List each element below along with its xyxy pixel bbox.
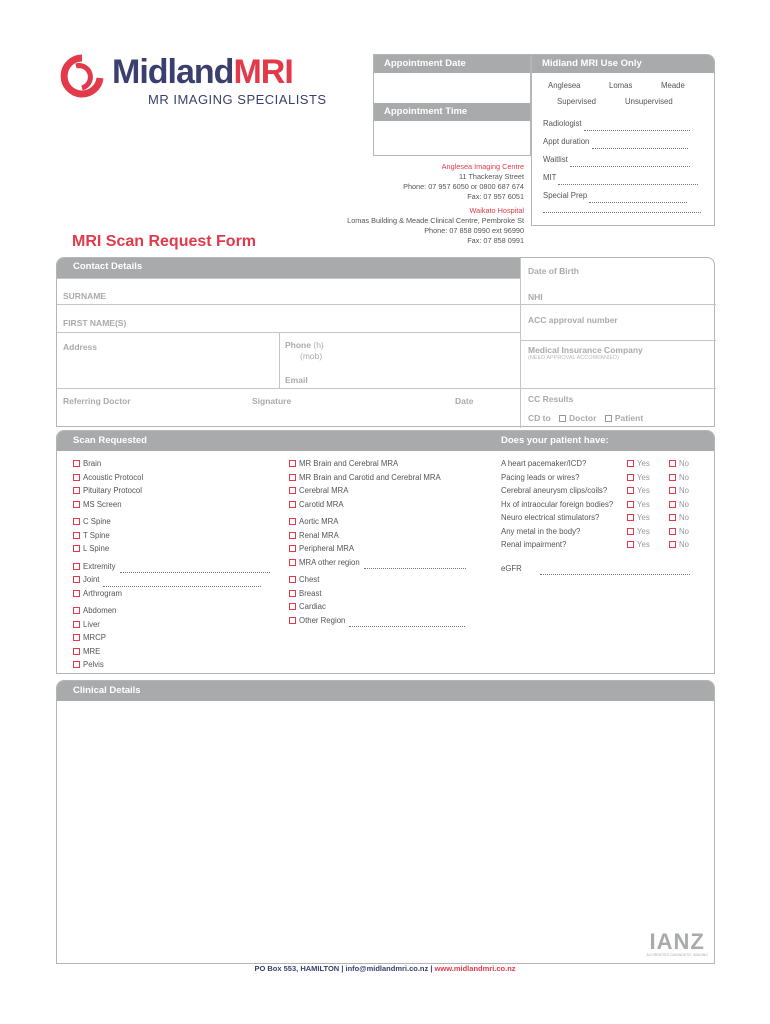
anglesea-phone: Phone: 07 957 6050 or 0800 687 674 bbox=[403, 182, 524, 191]
scan-option-label: MR Brain and Carotid and Cerebral MRA bbox=[299, 472, 441, 482]
referring-doctor-label: Referring Doctor bbox=[63, 396, 131, 406]
waikato-phone: Phone: 07 858 0990 ext 96990 bbox=[424, 226, 524, 235]
scan-checkbox[interactable] bbox=[73, 460, 80, 467]
cd-patient-label: Patient bbox=[614, 413, 644, 423]
patient-yes-option[interactable] bbox=[627, 525, 650, 539]
no-checkbox[interactable] bbox=[669, 474, 676, 481]
appointment-date-label: Appointment Date bbox=[374, 55, 530, 73]
patient-yes-option[interactable] bbox=[627, 484, 650, 498]
scan-option-label: Pituitary Protocol bbox=[83, 486, 142, 495]
scan-requested-section bbox=[56, 430, 715, 674]
no-checkbox[interactable] bbox=[669, 487, 676, 494]
appointment-time-label: Appointment Time bbox=[374, 103, 530, 121]
egfr-field[interactable] bbox=[540, 567, 690, 575]
scan-option[interactable] bbox=[73, 573, 270, 587]
scan-option[interactable] bbox=[73, 658, 270, 672]
patient-question-label: Cerebral aneurysm clips/coils? bbox=[501, 486, 608, 495]
scan-option-label: MRA other region bbox=[299, 557, 360, 567]
scan-option-label: Abdomen bbox=[83, 606, 117, 615]
first-names-label: FIRST NAME(S) bbox=[63, 318, 127, 328]
patient-no-option[interactable] bbox=[669, 538, 689, 552]
scan-checkbox[interactable] bbox=[73, 545, 80, 552]
patient-yes-option[interactable] bbox=[627, 457, 650, 471]
footer bbox=[0, 964, 770, 973]
special-prep-label: Special Prep bbox=[543, 191, 588, 200]
insurance-sub-label: (NEED APPROVAL ACCOMPANIED) bbox=[528, 355, 619, 361]
egfr-label: eGFR bbox=[501, 563, 522, 573]
scan-checkbox[interactable] bbox=[73, 634, 80, 641]
scan-checkbox[interactable] bbox=[73, 576, 80, 583]
patient-yes-option[interactable] bbox=[627, 498, 650, 512]
scan-checkbox[interactable] bbox=[73, 563, 80, 570]
scan-checkbox[interactable] bbox=[289, 617, 296, 624]
no-label: No bbox=[679, 459, 689, 468]
scan-option[interactable] bbox=[73, 529, 270, 543]
footer-email[interactable]: info@midlandmri.co.nz bbox=[345, 964, 429, 973]
scan-checkbox[interactable] bbox=[73, 648, 80, 655]
location-anglesea[interactable]: Anglesea bbox=[548, 81, 581, 90]
scan-checkbox[interactable] bbox=[289, 460, 296, 467]
footer-sep-1: | bbox=[341, 964, 344, 973]
patient-no-option[interactable] bbox=[669, 511, 689, 525]
scan-option[interactable] bbox=[289, 471, 466, 485]
cd-doctor-checkbox[interactable] bbox=[559, 415, 566, 422]
scan-checkbox[interactable] bbox=[73, 518, 80, 525]
scan-checkbox[interactable] bbox=[73, 532, 80, 539]
scan-checkbox[interactable] bbox=[289, 487, 296, 494]
scan-option[interactable] bbox=[73, 515, 270, 529]
patient-question-row bbox=[501, 511, 701, 525]
use-only-box bbox=[531, 54, 715, 226]
scan-option[interactable] bbox=[289, 542, 466, 556]
clinical-details-field[interactable] bbox=[57, 701, 714, 963]
waikato-title: Waikato Hospital bbox=[469, 206, 524, 215]
phone-label: Phone bbox=[285, 340, 311, 350]
patient-have-header: Does your patient have: bbox=[501, 435, 609, 446]
waikato-building: Lomas Building & Meade Clinical Centre, Pembroke St bbox=[347, 216, 524, 225]
scan-checkbox[interactable] bbox=[289, 518, 296, 525]
no-label: No bbox=[679, 526, 689, 536]
scan-checkbox[interactable] bbox=[73, 501, 80, 508]
scan-option[interactable] bbox=[73, 471, 270, 485]
yes-checkbox[interactable] bbox=[627, 541, 634, 548]
scan-option-label: T Spine bbox=[83, 530, 110, 540]
anglesea-title: Anglesea Imaging Centre bbox=[441, 162, 524, 171]
logo-tagline: MR IMAGING SPECIALISTS bbox=[148, 92, 327, 107]
location-lomas[interactable]: Lomas bbox=[609, 81, 633, 90]
logo bbox=[52, 52, 342, 112]
scan-option[interactable] bbox=[289, 587, 466, 601]
insurance-label: Medical Insurance Company bbox=[528, 345, 643, 355]
mit-label: MIT bbox=[543, 173, 557, 182]
patient-question-row bbox=[501, 538, 701, 552]
scan-group bbox=[289, 515, 466, 569]
scan-column-1 bbox=[73, 457, 270, 676]
scan-option[interactable] bbox=[289, 600, 466, 614]
cd-doctor-label: Doctor bbox=[569, 413, 597, 423]
scan-option-field[interactable] bbox=[120, 565, 270, 573]
patient-question-label: Hx of intraocular foreign bodies? bbox=[501, 499, 614, 509]
patient-question-row bbox=[501, 484, 701, 498]
scan-group bbox=[73, 560, 270, 601]
scan-requested-header: Scan Requested bbox=[73, 435, 147, 446]
waitlist-field[interactable] bbox=[570, 159, 690, 167]
scan-option-label: Arthrogram bbox=[83, 588, 122, 598]
patient-question-row bbox=[501, 498, 701, 512]
patient-question-row bbox=[501, 457, 701, 471]
radiologist-field[interactable] bbox=[584, 123, 690, 131]
scan-option-label: Other Region bbox=[299, 615, 346, 625]
scan-option[interactable] bbox=[289, 498, 466, 512]
scan-option-label: Liver bbox=[83, 619, 100, 629]
dob-label: Date of Birth bbox=[528, 266, 579, 276]
patient-no-option[interactable] bbox=[669, 457, 689, 471]
patient-question-label: Renal impairment? bbox=[501, 540, 567, 549]
no-checkbox[interactable] bbox=[669, 528, 676, 535]
scan-option-label: Pelvis bbox=[83, 660, 104, 669]
date-label: Date bbox=[455, 396, 474, 406]
scan-column-2 bbox=[289, 457, 466, 631]
no-checkbox[interactable] bbox=[669, 514, 676, 521]
scan-option-label: Carotid MRA bbox=[299, 499, 344, 509]
patient-question-label: Pacing leads or wires? bbox=[501, 472, 580, 482]
yes-checkbox[interactable] bbox=[627, 460, 634, 467]
ianz-logo bbox=[646, 931, 708, 957]
scan-checkbox[interactable] bbox=[289, 576, 296, 583]
ianz-sub: ACCREDITED DIAGNOSTIC IMAGING bbox=[646, 953, 708, 957]
scan-option[interactable] bbox=[73, 631, 270, 645]
scan-option-label: Cerebral MRA bbox=[299, 486, 349, 495]
email-label: Email bbox=[285, 375, 308, 385]
scan-checkbox[interactable] bbox=[73, 661, 80, 668]
scan-option[interactable] bbox=[289, 529, 466, 543]
scan-option[interactable] bbox=[289, 457, 466, 471]
scan-option[interactable] bbox=[289, 573, 466, 587]
scan-option[interactable] bbox=[73, 457, 270, 471]
waitlist-label: Waitlist bbox=[543, 155, 568, 164]
special-prep-field[interactable] bbox=[589, 195, 687, 203]
scan-checkbox[interactable] bbox=[73, 607, 80, 614]
cd-patient-checkbox[interactable] bbox=[605, 415, 612, 422]
no-label: No bbox=[679, 486, 689, 495]
patient-question-label: Any metal in the body? bbox=[501, 526, 581, 536]
scan-option[interactable] bbox=[73, 560, 270, 574]
scan-checkbox[interactable] bbox=[289, 559, 296, 566]
scan-option-label: Extremity bbox=[83, 561, 116, 571]
scan-option-field[interactable] bbox=[103, 579, 261, 587]
logo-icon bbox=[52, 54, 112, 98]
scan-checkbox[interactable] bbox=[289, 474, 296, 481]
signature-label: Signature bbox=[252, 396, 292, 406]
no-label: No bbox=[679, 499, 689, 509]
yes-checkbox[interactable] bbox=[627, 514, 634, 521]
scan-option-label: MRE bbox=[83, 646, 101, 656]
scan-checkbox[interactable] bbox=[73, 474, 80, 481]
scan-option[interactable] bbox=[289, 614, 466, 628]
special-prep-field-2[interactable] bbox=[543, 205, 701, 213]
scan-option[interactable] bbox=[289, 515, 466, 529]
mit-field[interactable] bbox=[558, 177, 698, 185]
use-only-title: Midland MRI Use Only bbox=[532, 55, 714, 73]
no-checkbox[interactable] bbox=[669, 460, 676, 467]
clinical-details-header: Clinical Details bbox=[57, 681, 714, 701]
no-label: No bbox=[679, 540, 689, 549]
scan-option-field[interactable] bbox=[364, 561, 466, 569]
yes-checkbox[interactable] bbox=[627, 501, 634, 508]
supervised-option[interactable]: Supervised bbox=[557, 97, 597, 106]
address-block bbox=[300, 162, 524, 246]
cc-results-label: CC Results bbox=[528, 394, 574, 404]
scan-checkbox[interactable] bbox=[289, 603, 296, 610]
scan-option-label: MS Screen bbox=[83, 499, 122, 509]
waikato-fax: Fax: 07 858 0991 bbox=[467, 236, 524, 245]
yes-label: Yes bbox=[637, 459, 650, 468]
scan-group bbox=[73, 457, 270, 511]
scan-option[interactable] bbox=[73, 484, 270, 498]
scan-group bbox=[73, 515, 270, 556]
scan-option-label: Acoustic Protocol bbox=[83, 472, 144, 482]
scan-group bbox=[289, 573, 466, 627]
patient-no-option[interactable] bbox=[669, 525, 689, 539]
appt-duration-field[interactable] bbox=[592, 141, 688, 149]
yes-checkbox[interactable] bbox=[627, 528, 634, 535]
scan-option[interactable] bbox=[289, 484, 466, 498]
location-meade[interactable]: Meade bbox=[661, 81, 685, 90]
patient-question-label: Neuro electrical stimulators? bbox=[501, 513, 600, 522]
appointment-date-field[interactable] bbox=[374, 73, 530, 103]
anglesea-fax: Fax: 07 957 6051 bbox=[467, 192, 524, 201]
logo-name-a: Midland bbox=[112, 53, 234, 91]
scan-group bbox=[73, 604, 270, 672]
scan-option-label: Joint bbox=[83, 575, 100, 584]
scan-option-field[interactable] bbox=[349, 619, 465, 627]
scan-option[interactable] bbox=[73, 498, 270, 512]
scan-checkbox[interactable] bbox=[73, 621, 80, 628]
form-title: MRI Scan Request Form bbox=[72, 233, 257, 250]
yes-label: Yes bbox=[637, 540, 650, 549]
no-label: No bbox=[679, 472, 689, 482]
no-checkbox[interactable] bbox=[669, 541, 676, 548]
yes-label: Yes bbox=[637, 472, 650, 482]
scan-option-label: Brain bbox=[83, 459, 102, 468]
patient-question-row bbox=[501, 525, 701, 539]
scan-option-label: MR Brain and Cerebral MRA bbox=[299, 459, 399, 468]
contact-details-header: Contact Details bbox=[57, 258, 520, 278]
footer-web[interactable]: www.midlandmri.co.nz bbox=[434, 964, 516, 973]
nhi-label: NHI bbox=[528, 292, 543, 302]
scan-checkbox[interactable] bbox=[73, 487, 80, 494]
yes-checkbox[interactable] bbox=[627, 487, 634, 494]
patient-no-option[interactable] bbox=[669, 484, 689, 498]
scan-option-label: Cardiac bbox=[299, 602, 326, 611]
appt-duration-label: Appt duration bbox=[543, 137, 590, 146]
scan-checkbox[interactable] bbox=[73, 590, 80, 597]
scan-option-label: C Spine bbox=[83, 517, 111, 526]
scan-checkbox[interactable] bbox=[289, 545, 296, 552]
scan-option[interactable] bbox=[73, 604, 270, 618]
egfr-row bbox=[501, 562, 701, 576]
phone-mob-label: (mob) bbox=[300, 351, 323, 361]
unsupervised-option[interactable]: Unsupervised bbox=[625, 97, 673, 106]
patient-questions bbox=[501, 457, 701, 575]
patient-yes-option[interactable] bbox=[627, 511, 650, 525]
scan-option-label: Aortic MRA bbox=[299, 517, 339, 526]
patient-yes-option[interactable] bbox=[627, 538, 650, 552]
patient-no-option[interactable] bbox=[669, 471, 689, 485]
patient-question-row bbox=[501, 471, 701, 485]
no-checkbox[interactable] bbox=[669, 501, 676, 508]
appointment-time-field[interactable] bbox=[374, 121, 530, 155]
scan-option[interactable] bbox=[73, 542, 270, 556]
cd-to-label: CD to bbox=[528, 413, 551, 423]
scan-option-label: L Spine bbox=[83, 544, 110, 553]
scan-option[interactable] bbox=[73, 618, 270, 632]
no-label: No bbox=[679, 513, 689, 522]
acc-label: ACC approval number bbox=[528, 315, 618, 325]
yes-label: Yes bbox=[637, 526, 650, 536]
scan-checkbox[interactable] bbox=[289, 532, 296, 539]
scan-option[interactable] bbox=[73, 587, 270, 601]
phone-h-label: (h) bbox=[313, 340, 324, 350]
footer-po: PO Box 553, HAMILTON bbox=[254, 964, 340, 973]
footer-sep-2: | bbox=[430, 964, 433, 973]
logo-name-b: MRI bbox=[233, 53, 293, 91]
scan-option-label: Chest bbox=[299, 575, 320, 584]
scan-option-label: Peripheral MRA bbox=[299, 544, 355, 553]
yes-checkbox[interactable] bbox=[627, 474, 634, 481]
scan-option-label: Breast bbox=[299, 588, 322, 598]
clinical-details-section bbox=[56, 680, 715, 964]
appointment-box bbox=[373, 54, 531, 156]
scan-option-label: MRCP bbox=[83, 633, 106, 642]
scan-checkbox[interactable] bbox=[289, 501, 296, 508]
scan-checkbox[interactable] bbox=[289, 590, 296, 597]
address-label: Address bbox=[63, 342, 98, 352]
patient-question-label: A heart pacemaker/ICD? bbox=[501, 459, 587, 468]
anglesea-street: 11 Thackeray Street bbox=[458, 172, 524, 181]
scan-option-label: Renal MRA bbox=[299, 530, 339, 540]
patient-no-option[interactable] bbox=[669, 498, 689, 512]
yes-label: Yes bbox=[637, 499, 650, 509]
contact-details-section bbox=[56, 257, 715, 427]
radiologist-label: Radiologist bbox=[543, 119, 582, 128]
scan-option[interactable] bbox=[73, 645, 270, 659]
yes-label: Yes bbox=[637, 486, 650, 495]
scan-group bbox=[289, 457, 466, 511]
yes-label: Yes bbox=[637, 513, 650, 522]
ianz-mark: IANZ bbox=[649, 929, 705, 954]
scan-option[interactable] bbox=[289, 556, 466, 570]
surname-label: SURNAME bbox=[63, 291, 106, 301]
patient-yes-option[interactable] bbox=[627, 471, 650, 485]
